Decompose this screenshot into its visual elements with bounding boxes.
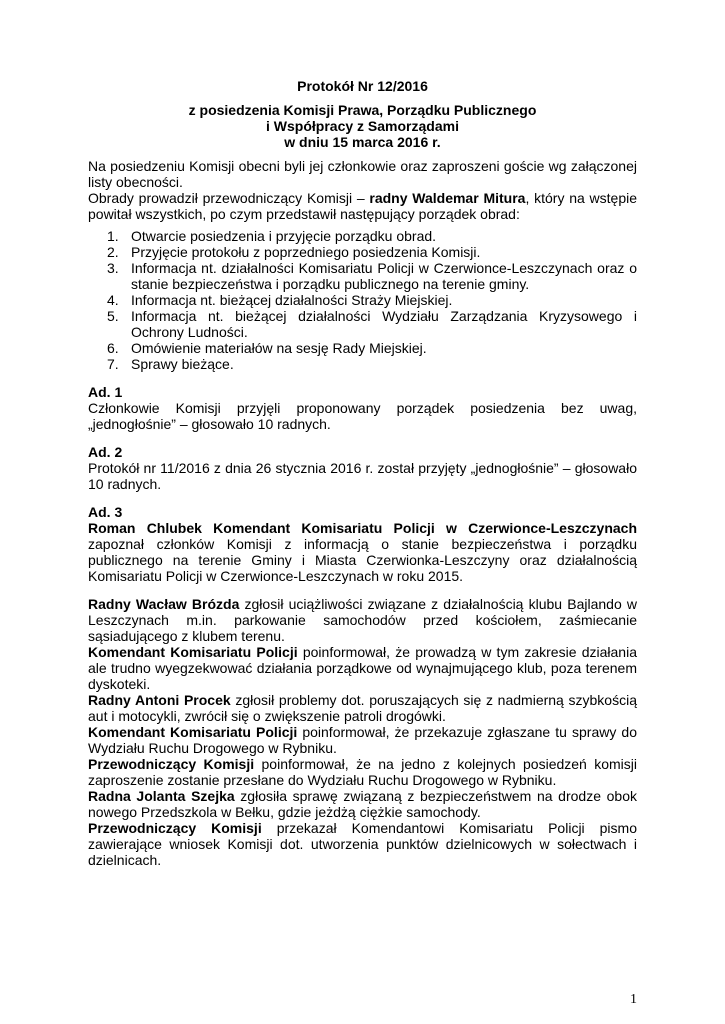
agenda-item xyxy=(88,308,637,340)
speaker-text: zgłosił problemy dot. poruszających się z nadmierną szybkością aut i motocykli, zwrócił się o zwiększenie patroli drogówki. xyxy=(88,692,637,724)
agenda-item xyxy=(88,260,637,292)
ad3-discussion xyxy=(88,596,637,868)
discussion-entry xyxy=(88,788,637,820)
agenda-list xyxy=(88,228,637,372)
ad3-police-report xyxy=(88,520,637,584)
ad3-heading xyxy=(88,504,637,520)
document-title: Protokół Nr 12/2016 xyxy=(297,78,428,94)
speaker-name: Przewodniczący Komisji xyxy=(88,756,255,772)
speaker-name: Radny Wacław Brózda xyxy=(88,596,240,612)
agenda-item-number: 2. xyxy=(107,244,119,260)
speaker-text: poinformował, że prowadzą w tym zakresie działania ale trudno wyegzekwować działania porządkowe od wynajmującego klub, poza terenem dyskoteki. xyxy=(88,644,637,692)
subtitle-line-2: i Współpracy z Samorządami xyxy=(266,118,459,134)
ad2-heading-text: Ad. 2 xyxy=(88,444,123,460)
discussion-entry xyxy=(88,756,637,788)
police-report-text: zapoznał członków Komisji z informacją o stanie bezpieczeństwa i porządku publicznego na terenie Gminy i Miasta Czerwionka-Leszczyny oraz działalnością Komisariatu Policji w Czerwionce-Leszczynach w roku 2015. xyxy=(88,536,637,584)
speaker-name: Radny Antoni Procek xyxy=(88,692,231,708)
agenda-item-number: 7. xyxy=(107,356,119,372)
speaker-name: Komendant Komisariatu Policji xyxy=(88,644,298,660)
agenda-item xyxy=(88,292,637,308)
agenda-item xyxy=(88,356,637,372)
speaker-text: zgłosił uciążliwości związane z działalnością klubu Bajlando w Leszczynach m.in. parkowanie samochodów przed kościołem, zaśmiecanie sąsiadującego z klubem terenu. xyxy=(88,596,637,644)
ad1-heading-text: Ad. 1 xyxy=(88,384,123,400)
discussion-entry xyxy=(88,644,637,692)
agenda-item xyxy=(88,340,637,356)
agenda-item xyxy=(88,228,637,244)
agenda-item-number: 6. xyxy=(107,340,119,356)
agenda-item-text: Informacja nt. bieżącej działalności Straży Miejskiej. xyxy=(131,292,453,308)
discussion-entry xyxy=(88,692,637,724)
agenda-item-number: 4. xyxy=(107,292,119,308)
intro-chair-before: Obrady prowadził przewodniczący Komisji – xyxy=(88,190,370,206)
agenda-item-text: Omówienie materiałów na sesję Rady Miejskiej. xyxy=(131,340,427,356)
ad3-heading-text: Ad. 3 xyxy=(88,504,123,520)
chairman-name: radny Waldemar Mitura xyxy=(369,190,526,206)
intro-chair-paragraph xyxy=(88,190,637,222)
agenda-item-number: 5. xyxy=(107,308,119,324)
police-commander-name: Roman Chlubek Komendant Komisariatu Policji w Czerwionce-Leszczynach xyxy=(88,520,637,536)
agenda-item-text: Sprawy bieżące. xyxy=(131,356,234,372)
speaker-name: Przewodniczący Komisji xyxy=(88,820,262,836)
agenda-item-number: 3. xyxy=(107,260,119,276)
agenda-item-text: Informacja nt. bieżącej działalności Wydziału Zarządzania Kryzysowego i Ochrony Ludności. xyxy=(131,308,637,340)
speaker-text: przekazał Komendantowi Komisariatu Policji pismo zawierające wniosek Komisji dot. utworzenia punktów dzielnicowych w sołectwach i dzielnicach. xyxy=(88,820,637,868)
document-page xyxy=(88,78,637,868)
agenda-item xyxy=(88,244,637,260)
subtitle-line-3: w dniu 15 marca 2016 r. xyxy=(284,134,441,150)
speaker-name: Radna Jolanta Szejka xyxy=(88,788,235,804)
ad2-heading xyxy=(88,444,637,460)
intro-paragraph: Na posiedzeniu Komisji obecni byli jej członkowie oraz zaproszeni goście wg załączonej listy obecności. xyxy=(88,158,637,190)
speaker-text: zgłosiła sprawę związaną z bezpieczeństwem na drodze obok nowego Przedszkola w Bełku, gdzie jeżdżą ciężkie samochody. xyxy=(88,788,637,820)
agenda-item-text: Otwarcie posiedzenia i przyjęcie porządku obrad. xyxy=(131,228,437,244)
ad1-heading xyxy=(88,384,637,400)
intro-chair-after: , który na wstępie powitał wszystkich, po czym przedstawił następujący porządek obrad: xyxy=(88,190,638,222)
subtitle-line-1: z posiedzenia Komisji Prawa, Porządku Publicznego xyxy=(188,102,537,118)
discussion-entry xyxy=(88,820,637,868)
page-number: 1 xyxy=(630,992,637,1007)
ad2-text: Protokół nr 11/2016 z dnia 26 stycznia 2016 r. został przyjęty „jednogłośnie” – głosowało 10 radnych. xyxy=(88,460,637,492)
discussion-entry xyxy=(88,596,637,644)
document-subtitle xyxy=(88,102,637,150)
agenda-item-number: 1. xyxy=(107,228,119,244)
speaker-text: poinformował, że przekazuje zgłaszane tu sprawy do Wydziału Ruchu Drogowego w Rybniku. xyxy=(88,724,637,756)
agenda-item-text: Przyjęcie protokołu z poprzedniego posiedzenia Komisji. xyxy=(131,244,481,260)
speaker-text: poinformował, że na jedno z kolejnych posiedzeń komisji zaproszenie zostanie przesłane do Wydziału Ruchu Drogowego w Rybniku. xyxy=(88,756,638,788)
speaker-name: Komendant Komisariatu Policji xyxy=(88,724,298,740)
agenda-item-text: Informacja nt. działalności Komisariatu Policji w Czerwionce-Leszczynach oraz o stanie bezpieczeństwa i porządku publicznego na terenie gminy. xyxy=(131,260,637,292)
discussion-entry xyxy=(88,724,637,756)
ad1-text: Członkowie Komisji przyjęli proponowany porządek posiedzenia bez uwag, „jednogłośnie” – głosowało 10 radnych. xyxy=(88,400,637,432)
